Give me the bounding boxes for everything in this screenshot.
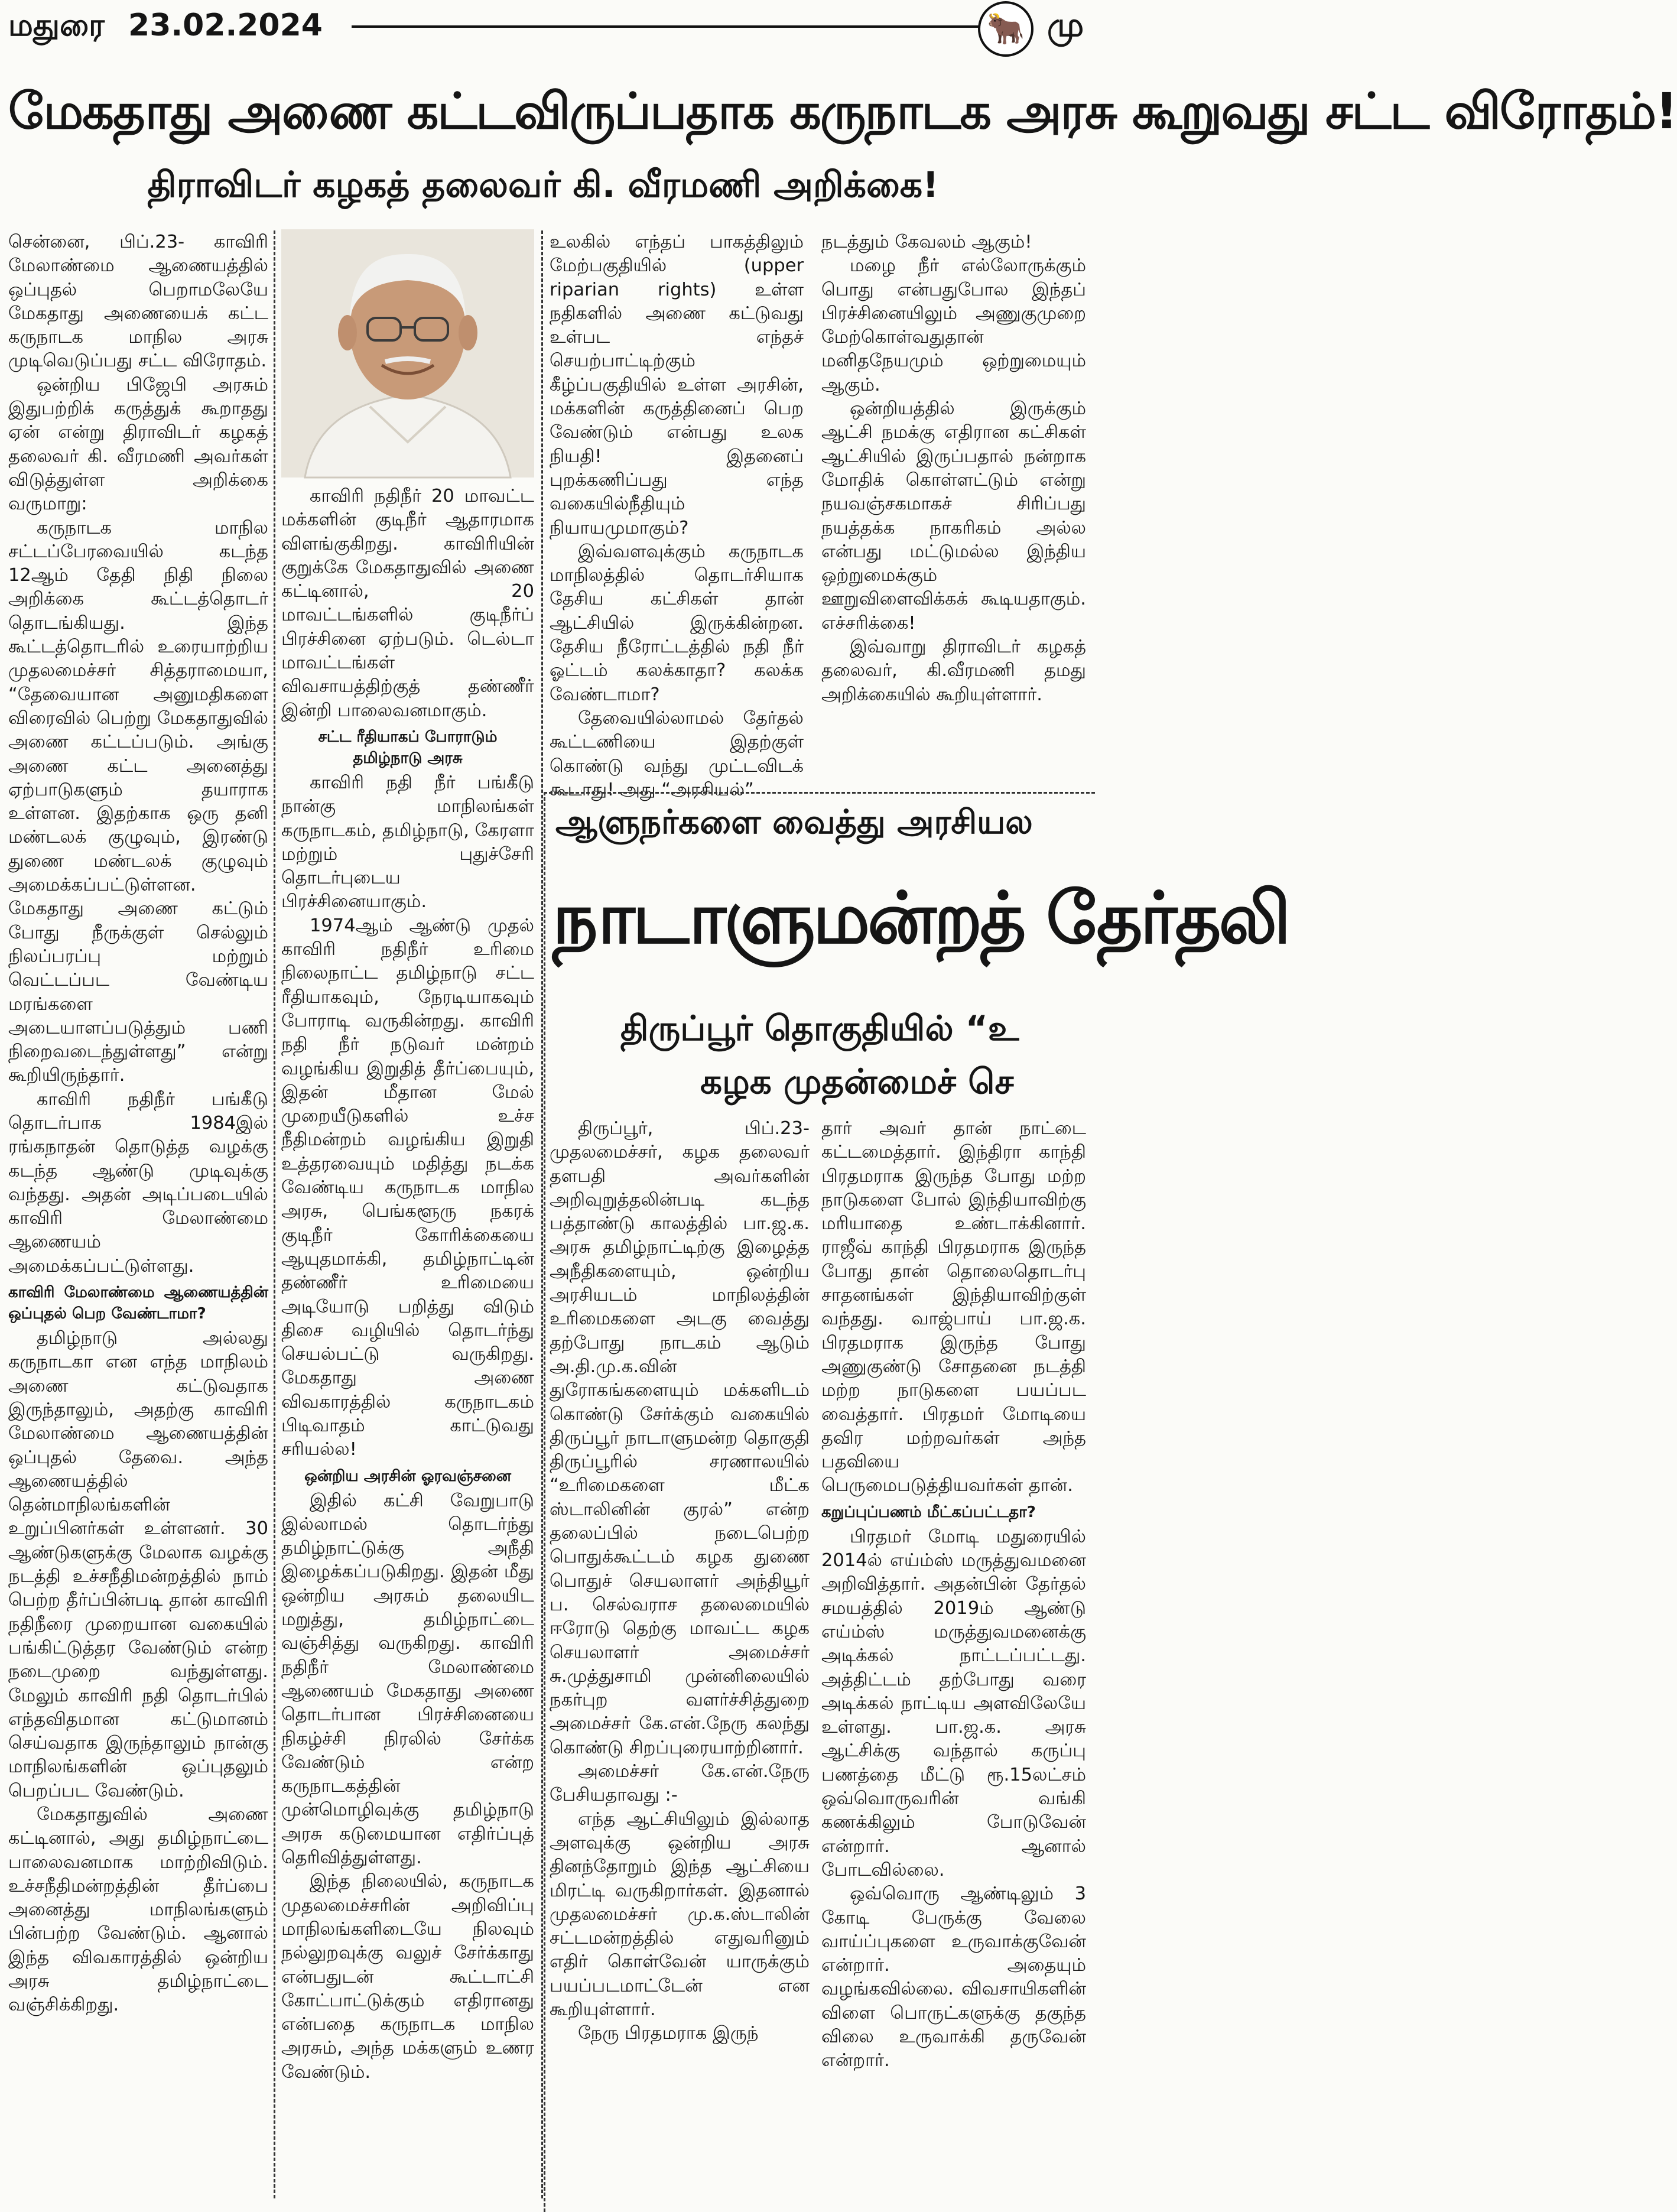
newspaper-logo-icon: 🐂 [978, 1, 1034, 57]
author-photo [281, 229, 534, 478]
paragraph: இதில் கட்சி வேறுபாடு இல்லாமல் தொடர்ந்து தமிழ்நாட்டுக்கு அநீதி இழைக்கப்படுகிறது. இதன் மீது ஒன்றிய அரசும் தலையிட மறுத்து, தமிழ்நாட்டை வஞ்சித்து வருகிறது. காவிரி நதிநீர் மேலாண்மை ஆணையம் மேகதாது அணை தொடர்பான பிரச்சினையை நிகழ்ச்சி நிரலில் சேர்க்க வேண்டும் என்ற கருநாடகத்தின் முன்மொழிவுக்கு தமிழ்நாடு அரசு கடுமையான எதிர்ப்புத் தெரிவித்துள்ளது. [281, 1490, 534, 1869]
paragraph: நடத்தும் கேவலம் ஆகும்! [821, 232, 1032, 252]
paragraph: காவிரி நதிநீர் 20 மாவட்ட மக்களின் குடிநீர் ஆதாரமாக விளங்குகிறது. காவிரியின் குறுக்கே மேகதாதுவில் அணை கட்டினால், 20 மாவட்டங்களில் குடிநீர்ப் பிரச்சினை ஏற்படும். டெல்டா மாவட்டங்கள் விவசாயத்திற்குத் தண்ணீர் இன்றி பாலைவனமாகும். [281, 486, 534, 721]
paragraph: கருநாடக மாநில சட்டப்பேரவையில் கடந்த 12ஆம் தேதி நிதி நிலை அறிக்கை கூட்டத்தொடர் தொடங்கியது. இந்த கூட்டத்தொடரில் உரையாற்றிய முதலமைச்சர் சித்தராமையா, “தேவையான அனுமதிகளை விரைவில் பெற்று மேகதாதுவில் அணை கட்டப்படும். அங்கு அணை கட்ட அனைத்து ஏற்பாடுகளும் தயாராக உள்ளன. இதற்காக ஒரு தனி மண்டலக் குழுவும், இரண்டு துணை மண்டலக் குழுவும் அமைக்கப்பட்டுள்ளன. மேகதாது அணை கட்டும் போது நீருக்குள் செல்லும் நிலப்பரப்பு மற்றும் வெட்டப்பட வேண்டிய மரங்களை அடையாளப்படுத்தும் பணி நிறைவடைந்துள்ளது” என்று கூறியிருந்தார். [8, 517, 268, 1086]
paragraph: மழை நீர் எல்லோருக்கும் பொது என்பதுபோல இந்தப் பிரச்சினையிலும் அணுகுமுறை மேற்கொள்வதுதான் மனிதநேயமும் ஒற்றுமையும் ஆகும். [821, 255, 1086, 395]
article2-headline-text: நாடாளுமன்றத் தேர்தலி [552, 878, 1289, 960]
article1-column-4 [821, 230, 1086, 780]
paragraph: காவிரி நதிநீர் பங்கீடு தொடர்பாக 1984இல் ரங்கநாதன் தொடுத்த வழக்கு கடந்த ஆண்டு முடிவுக்கு வந்தது. அதன் அடிப்படையில் காவிரி மேலாண்மை ஆணையம் அமைக்கப்பட்டுள்ளது. [8, 1089, 268, 1276]
article1-column-1 [8, 230, 268, 2198]
section-heading: ஒன்றிய அரசின் ஓரவஞ்சனை [304, 1467, 511, 1485]
paragraph: இந்த நிலையில், கருநாடக முதலமைச்சரின் அறிவிப்பு மாநிலங்களிடையே நிலவும் நல்லுறவுக்கு வலுச் சேர்க்காது என்பதுடன் கூட்டாட்சி கோட்பாட்டுக்கும் எதிரானது என்பதை கருநாடக மாநில அரசும், அந்த மக்களும் உணர வேண்டும். [281, 1871, 534, 2083]
paragraph: இவ்வளவுக்கும் கருநாடக மாநிலத்தில் தொடர்சியாக தேசிய கட்சிகள் தான் ஆட்சியில் இருக்கின்றன. தேசிய நீரோட்டத்தில் நதி நீர் ஓட்டம் கலக்காதா? கலக்க வேண்டாமா? [550, 541, 804, 705]
column-divider [541, 230, 543, 2198]
article1-column-3 [550, 230, 804, 800]
paragraph: காவிரி நதி நீர் பங்கீடு நான்கு மாநிலங்கள் கருநாடகம், தமிழ்நாடு, கேரளா மற்றும் புதுச்சேரி தொடர்புடைய பிரச்சினையாகும். [281, 772, 534, 912]
paragraph: இவ்வாறு திராவிடர் கழகத் தலைவர், கி.வீரமணி தமது அறிக்கையில் கூறியுள்ளார். [821, 636, 1086, 705]
paragraph: தேவையில்லாமல் தேர்தல் கூட்டணியை இதற்குள் கொண்டு வந்து முட்டவிடக் கூடாது! அது “அரசியல்” [550, 707, 804, 800]
paragraph: 1974ஆம் ஆண்டு முதல் காவிரி நதிநீர் உரிமை நிலைநாட்ட தமிழ்நாடு சட்ட ரீதியாகவும், நேரடியாகவும் போராடி வருகின்றது. காவிரி நதி நீர் நடுவர் மன்றம் வழங்கிய இறுதித் தீர்ப்பையும், இதன் மீதான மேல் முறையீடுகளில் உச்ச நீதிமன்றம் வழங்கிய இறுதி உத்தரவையும் மதித்து நடக்க வேண்டிய கருநாடக மாநில அரசு, பெங்களூரு நகரக் குடிநீர் கோரிக்கையை ஆயுதமாக்கி, தமிழ்நாட்டின் தண்ணீர் உரிமையை அடியோடு பறித்து விடும் திசை வழியில் தொடர்ந்து செயல்பட்டு வருகிறது. மேகதாது அணை விவகாரத்தில் கருநாடகம் பிடிவாதம் காட்டுவது சரியல்ல! [281, 915, 534, 1460]
masthead-right-text: மு [1047, 6, 1084, 44]
section-heading: கறுப்புப்பணம் மீட்கப்பட்டதா? [821, 1503, 1036, 1521]
headline-text: மேகதாது அணை கட்டவிருப்பதாக கருநாடக அரசு கூறுவது சட்ட விரோதம்! [8, 82, 1677, 140]
masthead-rule [352, 25, 990, 28]
subheadline: திராவிடர் கழகத் தலைவர் கி. வீரமணி அறிக்கை! [147, 164, 939, 206]
paragraph: மேகதாதுவில் அணை கட்டினால், அது தமிழ்நாட்டை பாலைவனமாக மாற்றிவிடும். உச்சநீதிமன்றத்தின் தீர்ப்பை அனைத்து மாநிலங்களும் பின்பற்ற வேண்டும். ஆனால் இந்த விவகாரத்தில் ஒன்றிய அரசு தமிழ்நாட்டை வஞ்சிக்கிறது. [8, 1804, 268, 2016]
paragraph: நேரு பிரதமராக இருந் [578, 2023, 759, 2044]
article2-headline [552, 860, 1289, 978]
article2-subhead-line2: கழக முதன்மைச் செ [700, 1061, 1014, 1102]
article2-column-2 [821, 1117, 1086, 2198]
headline [0, 76, 1677, 147]
article2-subhead-line1: திருப்பூர் தொகுதியில் “உ [620, 1008, 1019, 1048]
paragraph: உலகில் எந்தப் பாகத்திலும் மேற்பகுதியில் (upper riparian rights) உள்ள நதிகளில் அணை கட்டுவது உள்பட எந்தச் செயற்பாட்டிற்கும் கீழ்ப்பகுதியில் உள்ள அரசின், மக்களின் கருத்தினைப் பெற வேண்டும் என்பது உலக நியதி! இதனைப் புறக்கணிப்பது எந்த வகையில்நீதியும் நியாயமுமாகும்? [550, 232, 804, 538]
article1-column-2 [281, 485, 534, 2198]
portrait-image [281, 229, 534, 478]
paragraph: ஒன்றியத்தில் இருக்கும் ஆட்சி நமக்கு எதிரான கட்சிகள் ஆட்சியில் இருப்பதால் நன்றாக மோதிக் கொள்ளட்டும் என்று நயவஞ்சகமாகச் சிரிப்பது நயத்தக்க நாகரிகம் அல்ல என்பது மட்டுமல்ல இந்திய ஒற்றுமைக்கும் ஊறுவிளைவிக்கக் கூடியதாகும். எச்சரிக்கை! [821, 398, 1086, 634]
dateline [8, 5, 323, 46]
article2-column-1 [550, 1117, 810, 2198]
paragraph: பிரதமர் மோடி மதுரையில் 2014ல் எய்ம்ஸ் மருத்துவமனை அறிவித்தார். அதன்பின் தேர்தல் சமயத்தில் 2019ம் ஆண்டு எய்ம்ஸ் மருத்துவமனைக்கு அடிக்கல் நாட்டப்பட்டது. அத்திட்டம் தற்போது வரை அடிக்கல் நாட்டிய அளவிலேயே உள்ளது. பா.ஜ.க. அரசு ஆட்சிக்கு வந்தால் கருப்பு பணத்தை மீட்டு ரூ.15லட்சம் ஒவ்வொருவரின் வங்கி கணக்கிலும் போடுவேன் என்றார். ஆனால் போடவில்லை. [821, 1526, 1086, 1880]
paragraph: அமைச்சர் கே.என்.நேரு பேசியதாவது :- [550, 1761, 810, 1806]
section-heading: காவிரி மேலாண்மை ஆணையத்தின் ஒப்புதல் பெற வேண்டாமா? [8, 1284, 268, 1323]
paragraph: ஒவ்வொரு ஆண்டிலும் 3 கோடி பேருக்கு வேலை வாய்ப்புகளை உருவாக்குவேன் என்றார். அதையும் வழங்கவில்லை. விவசாயிகளின் விளை பொருட்களுக்கு தகுந்த விலை உருவாக்கி தருவேன் என்றார். [821, 1883, 1086, 2071]
paragraph: தமிழ்நாடு அல்லது கருநாடகா என எந்த மாநிலம் அணை கட்டுவதாக இருந்தாலும், அதற்கு காவிரி மேலாண்மை ஆணையத்தின் ஒப்புதல் தேவை. அந்த ஆணையத்தில் தென்மாநிலங்களின் உறுப்பினர்கள் உள்ளனர். 30 ஆண்டுகளுக்கு மேலாக வழக்கு நடத்தி உச்சநீதிமன்றத்தில் நாம் பெற்ற தீர்ப்பின்படி தான் காவிரி நதிநீரை முறையான வகையில் பங்கிட்டுத்தர வேண்டும் என்ற நடைமுறை வந்துள்ளது. மேலும் காவிரி நதி தொடர்பில் எந்தவிதமான கட்டுமானம் செய்வதாக இருந்தாலும் நான்கு மாநிலங்களின் ஒப்புதலும் பெறப்பட வேண்டும். [8, 1328, 268, 1801]
paragraph: தார் அவர் தான் நாட்டை கட்டமைத்தார். இந்திரா காந்தி பிரதமராக இருந்த போது மற்ற நாடுகளை போல் இந்தியாவிற்கு மரியாதை உண்டாக்கினார். ராஜீவ் காந்தி பிரதமராக இருந்த போது தான் தொலைதொடர்பு சாதனங்கள் இந்தியாவிற்குள் வந்தது. வாஜ்பாய் பா.ஜ.க. பிரதமராக இருந்த போது அணுகுண்டு சோதனை நடத்தி மற்ற நாடுகளை பயப்பட வைத்தார். பிரதமர் மோடியை தவிர மற்றவர்கள் அந்த பதவியை பெருமைபடுத்தியவர்கள் தான். [821, 1118, 1086, 1496]
paragraph: சென்னை, பிப்.23- காவிரி மேலாண்மை ஆணையத்தில் ஒப்புதல் பெறாமலேயே மேகதாது அணையைக் கட்ட கருநாடக மாநில அரசு முடிவெடுப்பது சட்ட விரோதம். [8, 232, 268, 372]
column-divider [274, 230, 275, 2198]
section-heading: சட்ட ரீதியாகப் போராடும் தமிழ்நாடு அரசு [318, 727, 498, 767]
city-name: மதுரை [8, 8, 105, 43]
paragraph: எந்த ஆட்சியிலும் இல்லாத அளவுக்கு ஒன்றிய அரசு தினந்தோறும் இந்த ஆட்சியை மிரட்டி வருகிறார்கள். இதனால் முதலமைச்சர் மு.க.ஸ்டாலின் சட்டமன்றத்தில் எதுவரினும் எதிர் கொள்வேன் யாருக்கும் பயப்படமாட்டேன் என கூறியுள்ளார். [550, 1808, 810, 2020]
article2-kicker: ஆளுநர்களை வைத்து அரசியல [555, 803, 1033, 842]
paragraph: திருப்பூர், பிப்.23- முதலமைச்சர், கழக தலைவர் தளபதி அவர்களின் அறிவுறுத்தலின்படி கடந்த பத்தாண்டு காலத்தில் பா.ஜ.க. அரசு தமிழ்நாட்டிற்கு இழைத்த அநீதிகளையும், ஒன்றிய அரசியடம் மாநிலத்தின் உரிமைகளை அடகு வைத்து தற்போது நாடகம் ஆடும் அ.தி.மு.க.வின் துரோகங்களையும் மக்களிடம் கொண்டு சேர்க்கும் வகையில் திருப்பூர் நாடாளுமன்ற தொகுதி திருப்பூரில் சரணாலயில் “உரிமைகளை மீட்க ஸ்டாலினின் குரல்” என்ற தலைப்பில் நடைபெற்ற பொதுக்கூட்டம் கழக துணை பொதுச் செயலாளர் அந்தியூர் ப. செல்வராச தலைமையில் ஈரோடு தெற்கு மாவட்ட கழக செயலாளர் அமைச்சர் சு.முத்துசாமி முன்னிலையில் நகர்புற வளர்ச்சித்துறை அமைச்சர் கே.என்.நேரு கலந்து கொண்டு சிறப்புரையாற்றினார். [550, 1118, 810, 1758]
paragraph: ஒன்றிய பிஜேபி அரசும் இதுபற்றிக் கருத்துக் கூறாதது ஏன் என்று திராவிடர் கழகத் தலைவர் கி. வீரமணி அவர்கள் விடுத்துள்ள அறிக்கை வருமாறு: [8, 374, 268, 515]
issue-date: 23.02.2024 [128, 8, 323, 43]
